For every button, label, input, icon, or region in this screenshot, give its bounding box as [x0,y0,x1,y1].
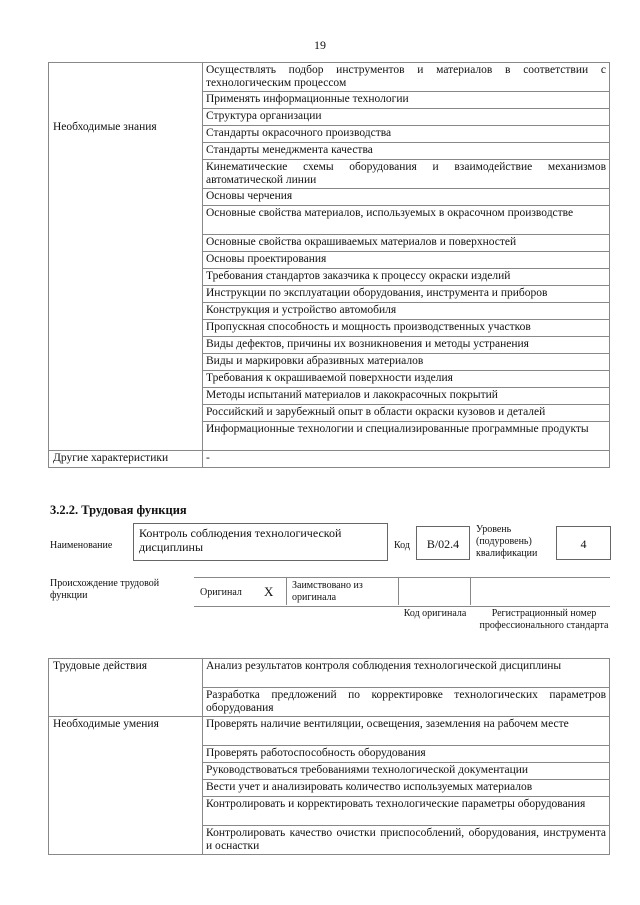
level-box [556,526,611,560]
function-name-box [133,523,388,561]
function-table [48,658,610,855]
skill-item: Контролировать качество очистки приспособлений, оборудования, инструмента и оснастки [203,826,610,855]
origin-divider [398,577,399,605]
knowledge-item: Основные свойства материалов, используемых в окрасочном производстве [203,206,610,235]
original-label: Оригинал [200,587,242,598]
knowledge-item: Российский и зарубежный опыт в области окраски кузовов и деталей [203,405,610,422]
origin-divider [470,577,471,605]
knowledge-item: Виды и маркировки абразивных материалов [203,354,610,371]
origin-row [194,577,610,607]
level-value: 4 [580,537,587,551]
knowledge-item: Методы испытаний материалов и лакокрасочных покрытий [203,388,610,405]
labor-actions-label: Трудовые действия [49,659,203,717]
knowledge-item: Основы проектирования [203,252,610,269]
skill-item: Контролировать и корректировать технологические параметры оборудования [203,797,610,826]
knowledge-table [48,62,610,468]
knowledge-label: Необходимые знания [49,63,203,451]
skill-item: Руководствоваться требованиями технологической документации [203,763,610,780]
labor-action-item: Анализ результатов контроля соблюдения технологической дисциплины [203,659,610,688]
knowledge-item: Требования к окрашиваемой поверхности изделия [203,371,610,388]
skill-item: Вести учет и анализировать количество используемых материалов [203,780,610,797]
skills-label: Необходимые умения [49,717,203,855]
labor-action-item: Разработка предложений по корректировке технологических параметров оборудования [203,688,610,717]
code-value: B/02.4 [426,537,460,551]
knowledge-item: Стандарты менеджмента качества [203,143,610,160]
knowledge-item: Основы черчения [203,189,610,206]
section-title: 3.2.2. Трудовая функция [50,503,187,517]
other-characteristics-label: Другие характеристики [49,451,203,468]
original-mark: X [264,584,274,599]
knowledge-item: Информационные технологии и специализированные программные продукты [203,422,610,451]
qualification-level-label: Уровень (подуровень) квалификации [476,524,538,559]
skill-item: Проверять наличие вентиляции, освещения, заземления на рабочем месте [203,717,610,746]
code-box [416,526,470,560]
origin-divider [286,577,287,605]
skill-item: Проверять работоспособность оборудования [203,746,610,763]
borrowed-label: Заимствовано из оригинала [292,580,363,603]
function-name: Контроль соблюдения технологической дисциплины [139,526,342,554]
page-number: 19 [314,38,326,52]
name-label: Наименование [50,540,113,551]
knowledge-item: Инструкции по эксплуатации оборудования, инструмента и приборов [203,286,610,303]
original-code-caption: Код оригинала [403,608,467,619]
knowledge-item: Виды дефектов, причины их возникновения и методы устранения [203,337,610,354]
knowledge-item: Стандарты окрасочного производства [203,126,610,143]
knowledge-item: Требования стандартов заказчика к процессу окраски изделий [203,269,610,286]
origin-label: Происхождение трудовой функции [50,578,160,601]
registration-number-caption: Регистрационный номер профессионального стандарта [479,608,609,631]
knowledge-item: Осуществлять подбор инструментов и материалов в соответствии с технологическим процессом [203,63,610,92]
knowledge-item: Применять информационные технологии [203,92,610,109]
knowledge-item: Основные свойства окрашиваемых материалов и поверхностей [203,235,610,252]
other-characteristics-value: - [203,451,610,468]
knowledge-item: Структура организации [203,109,610,126]
knowledge-item: Кинематические схемы оборудования и взаимодействие механизмов автоматической линии [203,160,610,189]
knowledge-item: Конструкция и устройство автомобиля [203,303,610,320]
code-label: Код [394,540,410,551]
knowledge-item: Пропускная способность и мощность производственных участков [203,320,610,337]
